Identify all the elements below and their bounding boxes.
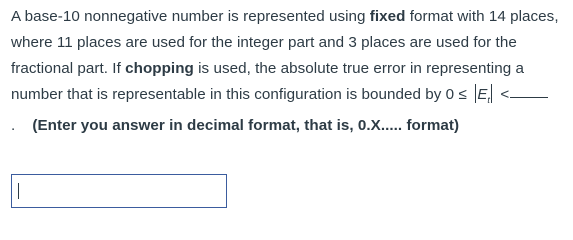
chopping-keyword: chopping — [125, 60, 194, 77]
question-text: A base-10 nonnegative number is represented using fixed format with 14 places, where 11 places are used for the integer part and 3 places are used for the fractional part. If chopping is used, the absolute true error in representing a number that is representable in this configuration is bounded by $0 \le E_t$ <. (Enter you answer in decimal format, that is, 0.X..... format) — [11, 8, 559, 134]
question-segment-2: format with 14 places, where 11 places are used for the integer part and 3 places are used for the fractional part. If — [11, 8, 559, 77]
text-cursor — [18, 183, 19, 199]
answer-blank — [510, 85, 548, 98]
leq-symbol: ≤ — [458, 86, 467, 103]
error-subscript: t — [487, 95, 490, 105]
answer-input[interactable] — [11, 174, 227, 208]
fixed-keyword: fixed — [369, 8, 406, 25]
absolute-error-expression — [471, 82, 496, 113]
question-segment-1: A base-10 nonnegative number is represented using — [11, 8, 370, 25]
question-segment-3: is used, the absolute true error in representing a number that is representable in this configuration is bounded by 0 — [11, 60, 524, 103]
format-instruction: (Enter you answer in decimal format, that is, 0.X..... format) — [32, 117, 460, 134]
error-symbol: E — [477, 86, 488, 103]
lt-symbol: < — [500, 86, 510, 103]
abs-bar-right — [491, 84, 492, 103]
